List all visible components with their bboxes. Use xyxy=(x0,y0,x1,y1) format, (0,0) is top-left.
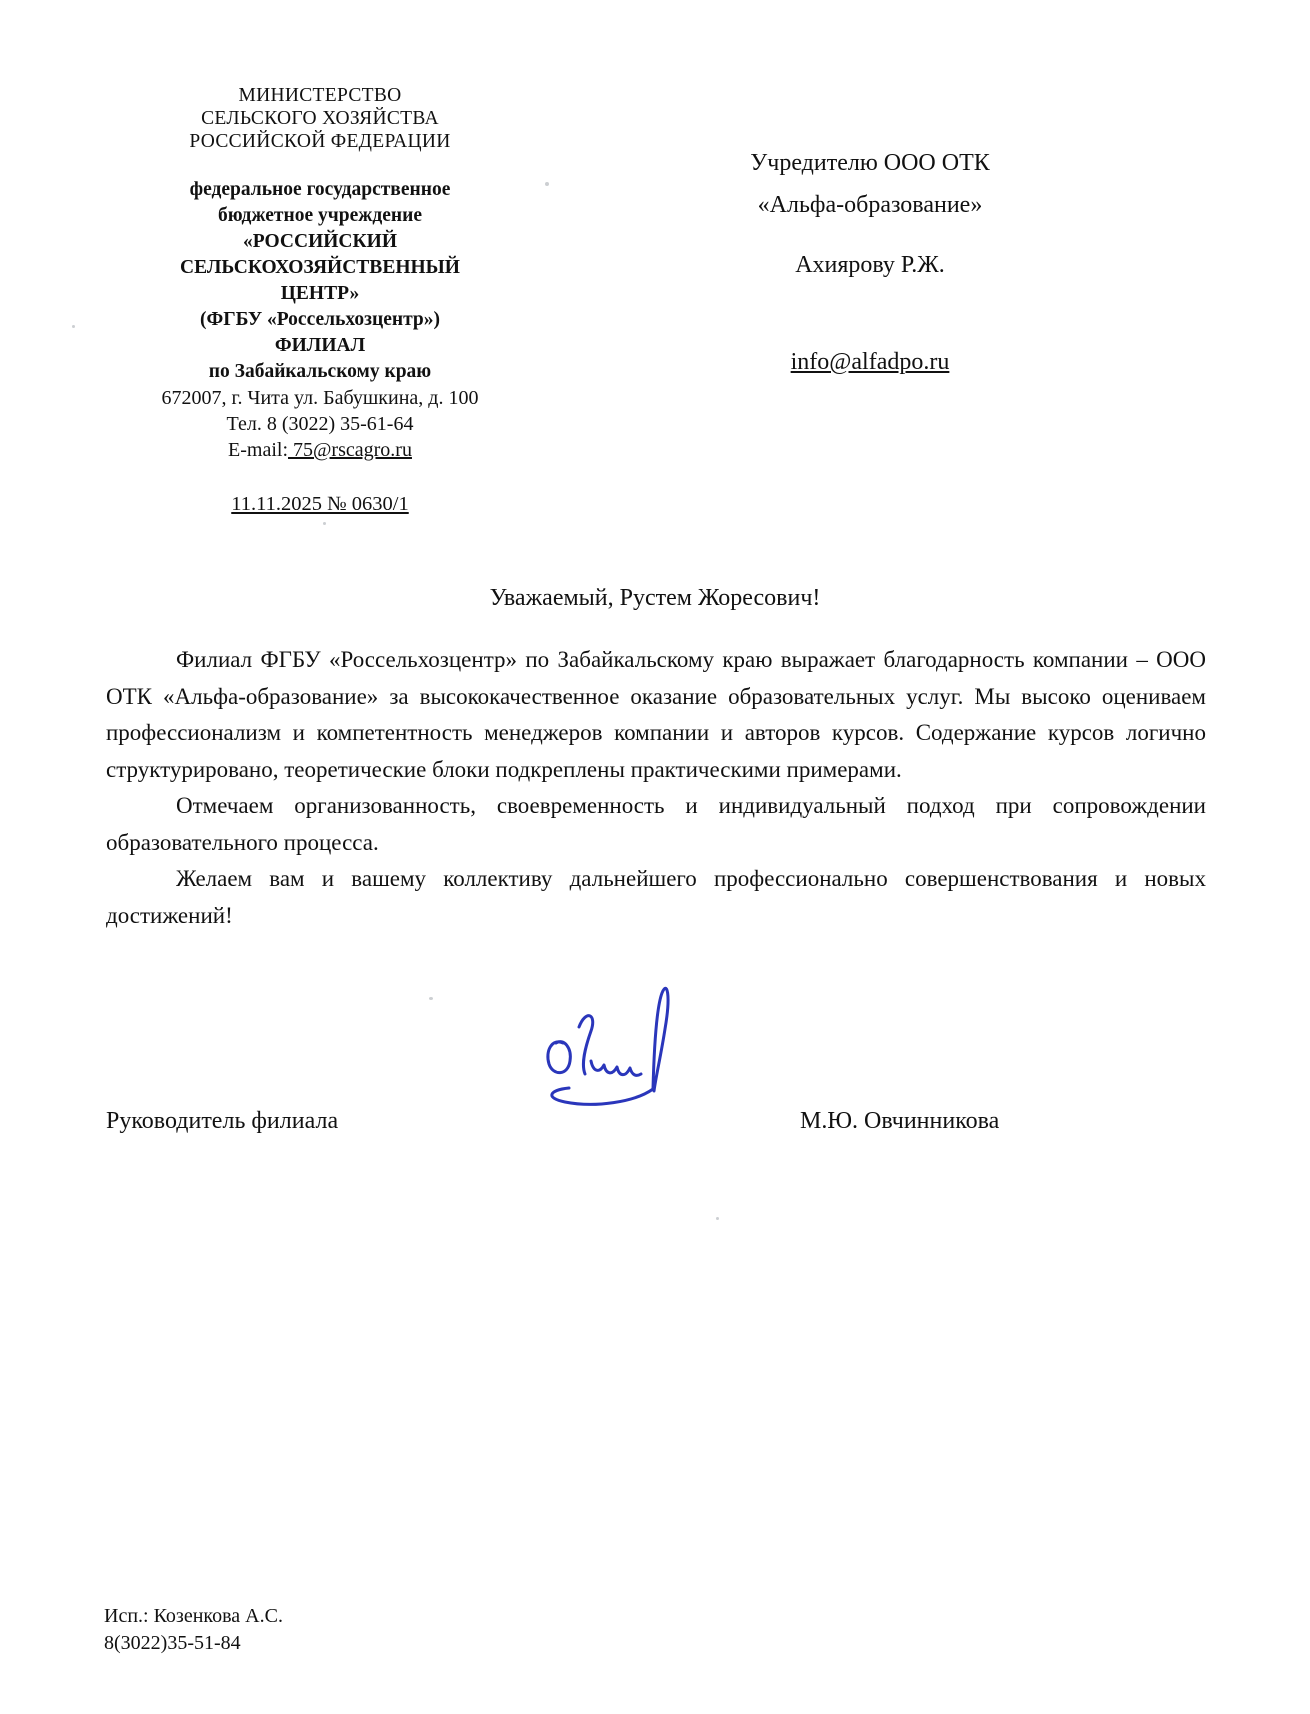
branch-contacts xyxy=(95,385,545,463)
body-paragraph: Филиал ФГБУ «Россельхозцентр» по Забайкальскому краю выражает благодарность компании – ООО ОТК «Альфа-образование» за высококачественное оказание образовательных услуг. Мы высоко оцениваем профессионализм и компетентность менеджеров компании и авторов курсов. Содержание курсов логично структурировано, теоретические блоки подкреплены практическими примерами. xyxy=(106,647,1206,782)
recipient-org-line: Учредителю ООО ОТК xyxy=(750,150,990,176)
executor-phone: 8(3022)35-51-84 xyxy=(104,1632,241,1654)
signatory-title: Руководитель филиала xyxy=(106,1108,339,1134)
email-label: E-mail: xyxy=(228,439,289,461)
handwritten-signature-icon xyxy=(533,978,703,1110)
scan-speck xyxy=(429,997,433,1000)
organization-name xyxy=(95,177,545,385)
ministry-name xyxy=(95,84,545,153)
signature-stroke xyxy=(591,1061,641,1075)
recipient-person: Ахиярову Р.Ж. xyxy=(795,252,945,278)
executor-block xyxy=(104,1603,283,1657)
email-address: 75@rscagro.ru xyxy=(288,439,412,461)
branch-address: 672007, г. Чита ул. Бабушкина, д. 100 xyxy=(161,387,479,409)
letter-body xyxy=(106,642,1206,934)
org-line: по Забайкальскому краю xyxy=(208,361,432,382)
salutation: Уважаемый, Рустем Жоресович! xyxy=(489,585,821,611)
signature-stroke xyxy=(552,1088,653,1104)
recipient-email: info@alfadpo.ru xyxy=(790,349,950,375)
recipient-org-line: «Альфа-образование» xyxy=(757,192,983,218)
scan-speck xyxy=(72,325,75,328)
org-line: (ФГБУ «Россельхозцентр») xyxy=(199,309,441,330)
ministry-line: СЕЛЬСКОГО ХОЗЯЙСТВА xyxy=(201,108,439,129)
scan-speck xyxy=(323,522,326,525)
org-line: СЕЛЬСКОХОЗЯЙСТВЕННЫЙ xyxy=(180,257,460,278)
org-line: бюджетное учреждение xyxy=(217,205,423,226)
ref-number-text: 11.11.2025 № 0630/1 xyxy=(231,493,409,515)
body-paragraph: Желаем вам и вашему коллективу дальнейшего профессионально совершенствования и новых достижений! xyxy=(106,866,1206,928)
executor-name: Исп.: Козенкова А.С. xyxy=(104,1605,283,1627)
org-line: ЦЕНТР» xyxy=(280,283,360,304)
letterhead xyxy=(95,84,545,516)
signature-stroke xyxy=(653,988,668,1091)
signatory-name: М.Ю. Овчинникова xyxy=(800,1108,1000,1134)
branch-phone: Тел. 8 (3022) 35-61-64 xyxy=(226,413,414,435)
org-line: ФИЛИАЛ xyxy=(274,335,366,356)
scan-speck xyxy=(545,182,549,186)
recipient-block xyxy=(650,142,1090,383)
signature-stroke xyxy=(548,1042,570,1073)
org-line: федеральное государственное xyxy=(189,179,451,200)
org-line: «РОССИЙСКИЙ xyxy=(242,231,397,252)
letter-ref-number xyxy=(95,493,545,516)
scan-speck xyxy=(716,1217,719,1220)
ministry-line: РОССИЙСКОЙ ФЕДЕРАЦИИ xyxy=(189,131,451,152)
body-paragraph: Отмечаем организованность, своевременность и индивидуальный подход при сопровождении образовательного процесса. xyxy=(106,793,1206,855)
ministry-line: МИНИСТЕРСТВО xyxy=(238,85,402,106)
branch-email xyxy=(95,437,545,463)
